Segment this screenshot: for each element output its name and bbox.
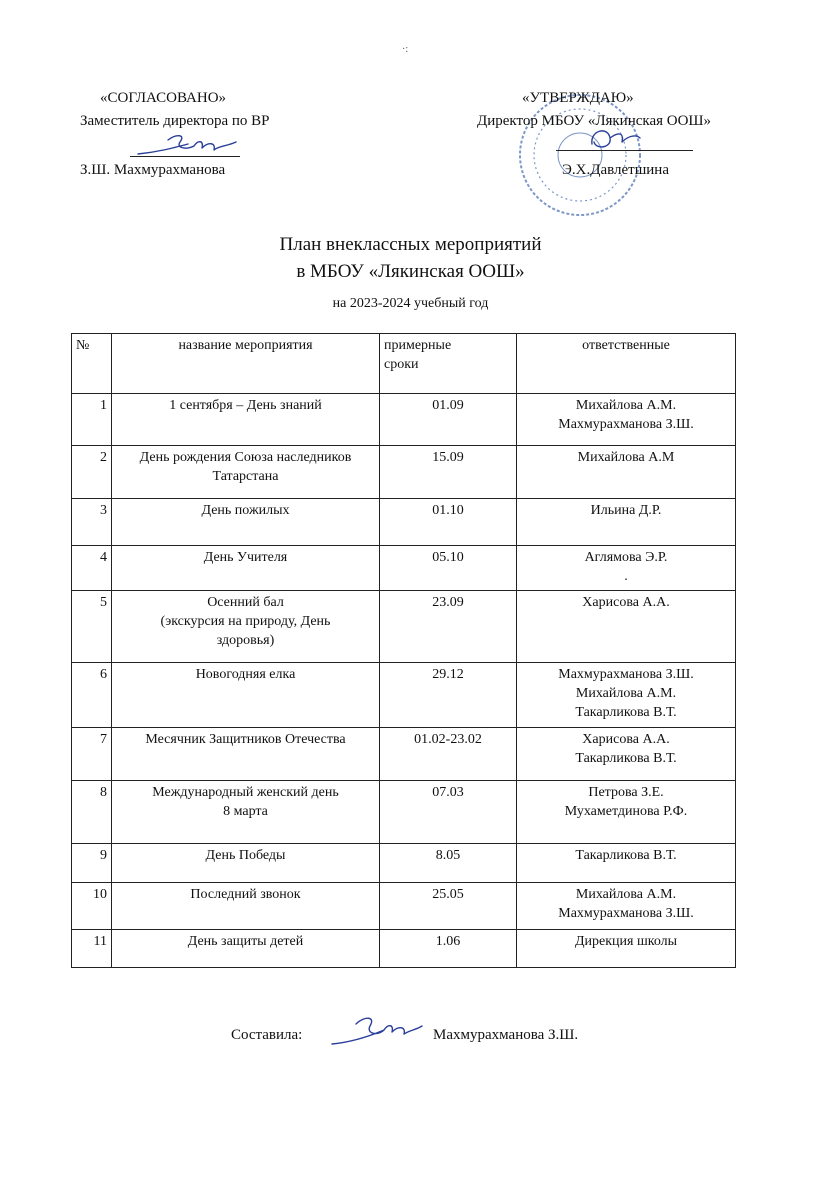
table-row bbox=[72, 546, 736, 591]
table-row bbox=[72, 446, 736, 499]
table-row bbox=[72, 883, 736, 930]
scan-mark: ·: bbox=[402, 44, 409, 55]
row-number: 6 bbox=[72, 663, 112, 728]
table-header-row bbox=[72, 334, 736, 394]
table-row bbox=[72, 930, 736, 968]
signature-right-icon bbox=[578, 120, 658, 160]
row-number: 3 bbox=[72, 499, 112, 546]
row-responsible: Михайлова А.М. Махмурахманова З.Ш. bbox=[517, 883, 736, 930]
table-row bbox=[72, 394, 736, 446]
row-event: Последний звонок bbox=[112, 883, 380, 930]
footer-compiler-name: Махмурахманова З.Ш. bbox=[433, 1027, 579, 1043]
row-event: День Учителя bbox=[112, 546, 380, 591]
row-responsible: Петрова З.Е. Мухаметдинова Р.Ф. bbox=[517, 781, 736, 844]
row-dates: 23.09 bbox=[380, 591, 517, 663]
header-event: название мероприятия bbox=[112, 334, 380, 394]
events-table bbox=[71, 333, 736, 968]
row-dates: 8.05 bbox=[380, 844, 517, 883]
row-number: 7 bbox=[72, 728, 112, 781]
row-event: Осенний бал (экскурсия на природу, День здоровья) bbox=[112, 591, 380, 663]
approval-left-label: «СОГЛАСОВАНО» bbox=[100, 90, 227, 106]
row-responsible: Михайлова А.М bbox=[517, 446, 736, 499]
row-event: День рождения Союза наследников Татарстана bbox=[112, 446, 380, 499]
row-event: Новогодняя елка bbox=[112, 663, 380, 728]
row-number: 5 bbox=[72, 591, 112, 663]
row-dates: 05.10 bbox=[380, 546, 517, 591]
table-row bbox=[72, 499, 736, 546]
approval-right-position: Директор МБОУ «Лякинская ООШ» bbox=[477, 113, 712, 129]
row-responsible: Такарликова В.Т. bbox=[517, 844, 736, 883]
row-dates: 07.03 bbox=[380, 781, 517, 844]
row-dates: 15.09 bbox=[380, 446, 517, 499]
approval-left-position: Заместитель директора по ВР bbox=[80, 113, 270, 129]
approval-left-name: З.Ш. Махмурахманова bbox=[80, 162, 226, 178]
row-number: 4 bbox=[72, 546, 112, 591]
header-responsible: ответственные bbox=[517, 334, 736, 394]
row-event: 1 сентября – День знаний bbox=[112, 394, 380, 446]
row-dates: 1.06 bbox=[380, 930, 517, 968]
row-number: 11 bbox=[72, 930, 112, 968]
signature-footer-icon bbox=[326, 1010, 426, 1054]
row-number: 10 bbox=[72, 883, 112, 930]
header-dates: примерные сроки bbox=[380, 334, 517, 394]
header-number: № bbox=[72, 334, 112, 394]
row-responsible: Аглямова Э.Р. . bbox=[517, 546, 736, 591]
page-title-school: в МБОУ «Лякинская ООШ» bbox=[296, 261, 525, 282]
row-event: День пожилых bbox=[112, 499, 380, 546]
row-dates: 01.02-23.02 bbox=[380, 728, 517, 781]
approval-right-label: «УТВЕРЖДАЮ» bbox=[522, 90, 634, 106]
row-dates: 01.10 bbox=[380, 499, 517, 546]
row-number: 2 bbox=[72, 446, 112, 499]
row-responsible: Дирекция школы bbox=[517, 930, 736, 968]
row-dates: 25.05 bbox=[380, 883, 517, 930]
row-responsible: Харисова А.А. Такарликова В.Т. bbox=[517, 728, 736, 781]
row-responsible: Михайлова А.М. Махмурахманова З.Ш. bbox=[517, 394, 736, 446]
row-dates: 29.12 bbox=[380, 663, 517, 728]
row-event: День защиты детей bbox=[112, 930, 380, 968]
row-responsible: Ильина Д.Р. bbox=[517, 499, 736, 546]
footer-label: Составила: bbox=[231, 1027, 303, 1043]
page-title: План внеклассных мероприятий bbox=[279, 234, 542, 255]
row-number: 1 bbox=[72, 394, 112, 446]
table-row bbox=[72, 781, 736, 844]
approval-right-name: Э.Х.Давлетшина bbox=[562, 162, 669, 178]
table-row bbox=[72, 663, 736, 728]
row-dates: 01.09 bbox=[380, 394, 517, 446]
row-responsible: Харисова А.А. bbox=[517, 591, 736, 663]
row-number: 8 bbox=[72, 781, 112, 844]
table-row bbox=[72, 728, 736, 781]
row-number: 9 bbox=[72, 844, 112, 883]
row-event: Месячник Защитников Отечества bbox=[112, 728, 380, 781]
page-subtitle: на 2023-2024 учебный год bbox=[332, 296, 489, 311]
row-event: Международный женский день 8 марта bbox=[112, 781, 380, 844]
table-row bbox=[72, 844, 736, 883]
row-event: День Победы bbox=[112, 844, 380, 883]
row-responsible: Махмурахманова З.Ш. Михайлова А.М. Такарликова В.Т. bbox=[517, 663, 736, 728]
table-row bbox=[72, 591, 736, 663]
